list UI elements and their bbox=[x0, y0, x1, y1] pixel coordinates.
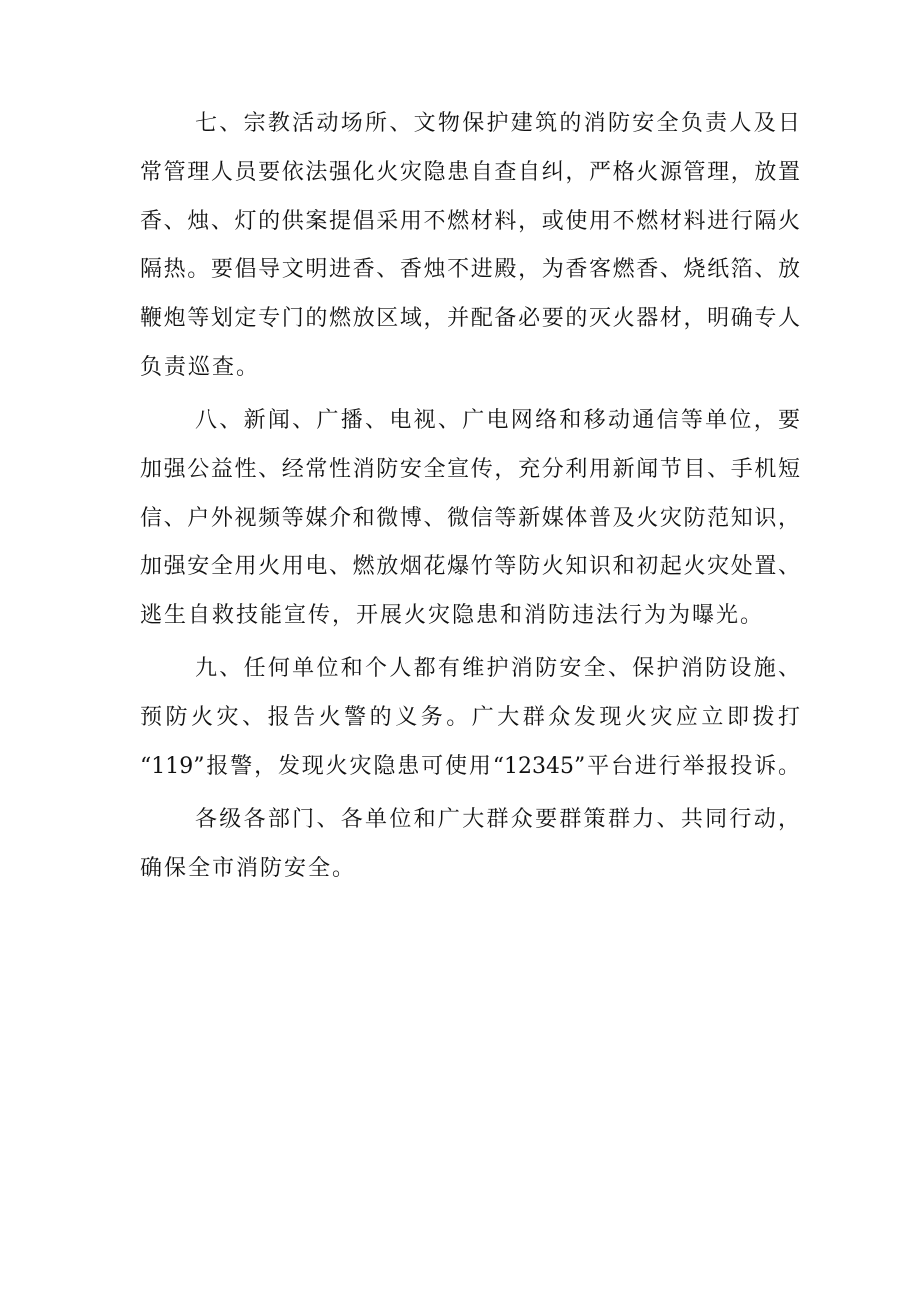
paragraph-line: 隔热。要倡导文明进香、香烛不进殿，为香客燃香、烧纸箔、放 bbox=[140, 257, 800, 282]
paragraph-line: 八、新闻、广播、电视、广电网络和移动通信等单位，要 bbox=[195, 408, 800, 433]
paragraph-line: 负责巡查。 bbox=[140, 355, 261, 380]
paragraph-line: “119”报警，发现火灾隐患可使用“12345”平台进行举报投诉。 bbox=[140, 754, 800, 779]
paragraph-line: 鞭炮等划定专门的燃放区域，并配备必要的灭火器材，明确专人 bbox=[140, 306, 800, 331]
paragraph-line: 加强公益性、经常性消防安全宣传，充分利用新闻节目、手机短 bbox=[140, 457, 800, 482]
paragraph-line: 常管理人员要依法强化火灾隐患自查自纠，严格火源管理，放置 bbox=[140, 160, 800, 185]
paragraph-line: 逃生自救技能宣传，开展火灾隐患和消防违法行为为曝光。 bbox=[140, 603, 765, 628]
paragraph-line: 七、宗教活动场所、文物保护建筑的消防安全负责人及日 bbox=[195, 111, 800, 136]
paragraph-line: 确保全市消防安全。 bbox=[140, 856, 357, 881]
paragraph-line: 预防火灾、报告火警的义务。广大群众发现火灾应立即拨打 bbox=[140, 705, 800, 730]
paragraph-line: 信、户外视频等媒介和微博、微信等新媒体普及火灾防范知识， bbox=[140, 506, 800, 531]
paragraph-line: 加强安全用火用电、燃放烟花爆竹等防火知识和初起火灾处置、 bbox=[140, 554, 800, 579]
paragraph-line: 各级各部门、各单位和广大群众要群策群力、共同行动， bbox=[195, 807, 800, 832]
paragraph-line: 香、烛、灯的供案提倡采用不燃材料，或使用不燃材料进行隔火 bbox=[140, 209, 800, 234]
paragraph-line: 九、任何单位和个人都有维护消防安全、保护消防设施、 bbox=[195, 656, 800, 681]
